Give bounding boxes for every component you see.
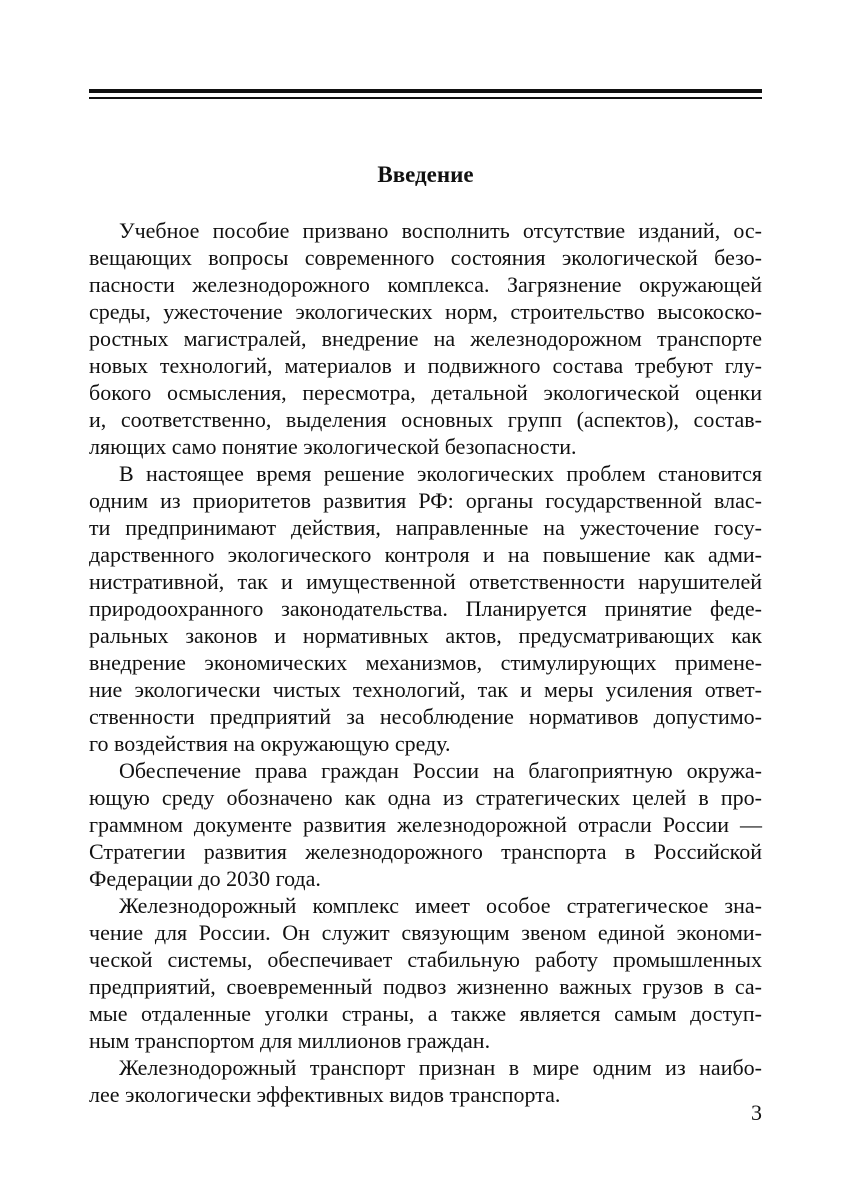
- text-line: Учебное пособие призвано восполнить отсутствие изданий, ос-: [119, 218, 762, 243]
- text-line: среды, ужесточение экологических норм, строительство высокоско-: [89, 299, 762, 324]
- text-line: предприятий, своевременный подвоз жизненно важных грузов в са-: [89, 974, 762, 999]
- text-line: ти предпринимают действия, направленные на ужесточение госу-: [89, 515, 762, 540]
- text-line: пасности железнодорожного комплекса. Загрязнение окружающей: [89, 272, 762, 297]
- page-number: 3: [751, 1100, 762, 1125]
- header-rule-thin: [89, 97, 762, 99]
- text-line: новых технологий, материалов и подвижного состава требуют глу-: [89, 353, 762, 378]
- text-line: го воздействия на окружающую среду.: [89, 731, 451, 756]
- text-line: ние экологически чистых технологий, так и меры усиления ответ-: [89, 677, 762, 702]
- text-line: ральных законов и нормативных актов, предусматривающих как: [89, 623, 762, 648]
- text-line: дарственного экологического контроля и на повышение как адми-: [89, 542, 762, 567]
- text-line: Железнодорожный комплекс имеет особое стратегическое зна-: [119, 893, 762, 918]
- paragraph: [89, 757, 762, 892]
- text-line: и, соответственно, выделения основных групп (аспектов), состав-: [89, 407, 762, 432]
- text-line: внедрение экономических механизмов, стимулирующих примене-: [89, 650, 762, 675]
- text-line: граммном документе развития железнодорожной отрасли России —: [89, 812, 762, 837]
- paragraph: [89, 1054, 762, 1108]
- text-line: В настоящее время решение экологических проблем становится: [119, 461, 762, 486]
- text-line: Стратегии развития железнодорожного транспорта в Российской: [89, 839, 762, 864]
- paragraph: [89, 217, 762, 460]
- text-line: ляющих само понятие экологической безопасности.: [89, 434, 577, 459]
- text-line: нистративной, так и имущественной ответственности нарушителей: [89, 569, 762, 594]
- text-line: мые отдаленные уголки страны, а также является самым доступ-: [89, 1001, 762, 1026]
- text-line: вещающих вопросы современного состояния экологической безо-: [89, 245, 762, 270]
- text-line: чение для России. Он служит связующим звеном единой экономи-: [89, 920, 762, 945]
- body-text: [89, 217, 762, 1108]
- text-line: одним из приоритетов развития РФ: органы государственной влас-: [89, 488, 762, 513]
- paragraph: [89, 460, 762, 757]
- text-line: Обеспечение права граждан России на благоприятную окружа-: [119, 758, 762, 783]
- text-line: ческой системы, обеспечивает стабильную работу промышленных: [89, 947, 762, 972]
- text-line: ющую среду обозначено как одна из стратегических целей в про-: [89, 785, 762, 810]
- header-rule-thick: [89, 89, 762, 93]
- text-line: лее экологически эффективных видов транспорта.: [89, 1082, 561, 1107]
- page-heading: Введение: [377, 162, 474, 187]
- text-line: природоохранного законодательства. Планируется принятие феде-: [89, 596, 762, 621]
- text-line: Федерации до 2030 года.: [89, 866, 321, 891]
- text-line: бокого осмысления, пересмотра, детальной экологической оценки: [89, 380, 762, 405]
- paragraph: [89, 892, 762, 1054]
- text-line: Железнодорожный транспорт признан в мире одним из наибо-: [119, 1055, 762, 1080]
- text-line: ственности предприятий за несоблюдение нормативов допустимо-: [89, 704, 762, 729]
- text-line: ным транспортом для миллионов граждан.: [89, 1028, 491, 1053]
- text-line: ростных магистралей, внедрение на железнодорожном транспорте: [89, 326, 762, 351]
